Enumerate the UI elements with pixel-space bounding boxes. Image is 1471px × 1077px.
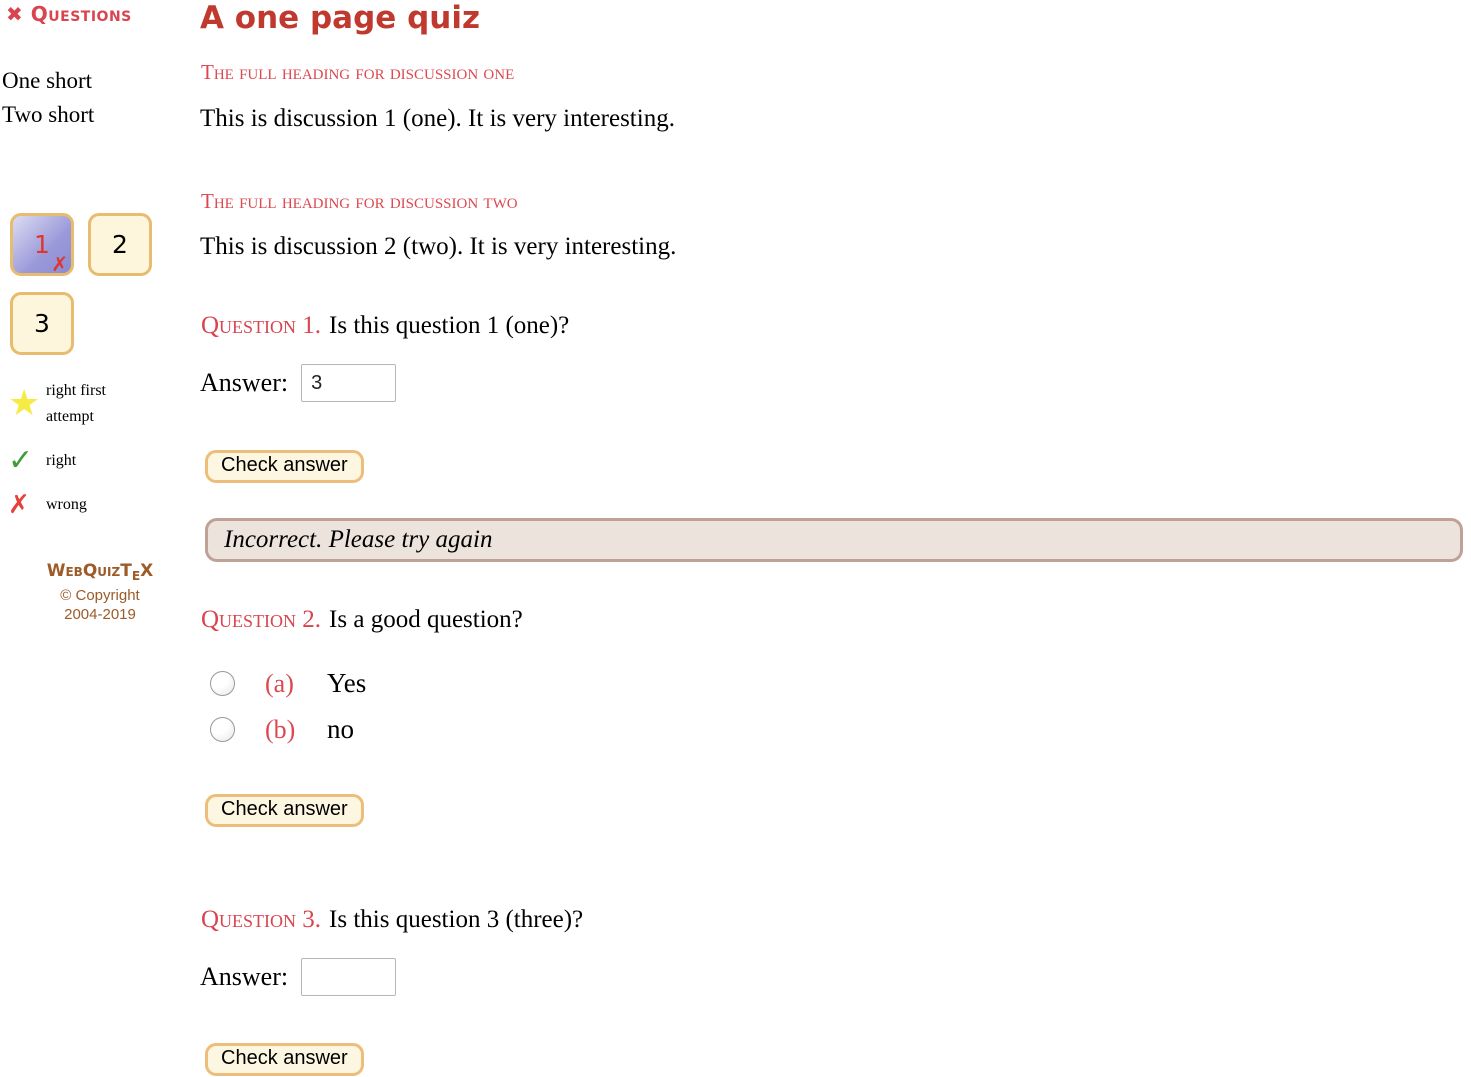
quiz-main-content <box>200 0 1471 1077</box>
quiz-nav-links <box>2 64 94 132</box>
question-button-grid <box>10 213 152 355</box>
logo-tex-e: E <box>131 568 141 583</box>
question-3-answer-input[interactable] <box>301 958 396 996</box>
close-cross-icon: ✖ <box>6 2 23 26</box>
discussion-two-heading: The full heading for discussion two <box>201 189 518 213</box>
legend-label-right-first: right first attempt <box>46 382 106 425</box>
question-1-answer-label: Answer: <box>200 368 289 397</box>
question-2-option-a <box>210 668 366 699</box>
sidebar-link-two-short[interactable]: Two short <box>2 102 95 127</box>
logo-web: Web <box>46 561 83 581</box>
legend-label-right: right <box>46 452 77 469</box>
discussion-one-heading: The full heading for discussion one <box>201 60 515 84</box>
question-3-text: Is this question 3 (three)? <box>329 906 584 933</box>
legend-label-wrong: wrong <box>46 496 87 513</box>
legend-row-wrong <box>8 492 146 518</box>
question-button-3[interactable] <box>10 292 74 355</box>
logo-tex-x: X <box>140 561 154 581</box>
question-2-option-a-radio[interactable] <box>210 671 235 696</box>
copyright-line: © Copyright <box>60 586 140 604</box>
question-1-check-answer-button[interactable]: Check answer <box>205 450 364 483</box>
discussion-one-text: This is discussion 1 (one). It is very interesting. <box>200 105 675 132</box>
question-3-answer-row <box>200 958 396 996</box>
question-2-option-b-radio[interactable] <box>210 717 235 742</box>
question-2-text: Is a good question? <box>329 606 523 633</box>
wrong-cross-icon: ✗ <box>51 252 68 276</box>
check-icon: ✓ <box>8 443 34 478</box>
logo-quiz: Quiz <box>82 561 121 581</box>
legend-row-right <box>8 443 146 478</box>
question-1-text: Is this question 1 (one)? <box>329 312 570 339</box>
question-3-label: Question 3. <box>201 906 322 933</box>
question-2-option-a-label: Yes <box>327 668 367 698</box>
page-title: A one page quiz <box>200 0 481 36</box>
score-legend <box>8 378 146 534</box>
question-1-line <box>201 312 569 340</box>
webquiz-logo <box>15 562 185 586</box>
question-2-check-answer-button[interactable]: Check answer <box>205 794 364 827</box>
questions-panel-toggle[interactable] <box>6 2 132 26</box>
question-1-answer-input[interactable] <box>301 364 396 402</box>
question-button-2[interactable] <box>88 213 152 276</box>
question-2-option-a-key: (a) <box>265 668 294 698</box>
question-button-3-number: 3 <box>34 309 50 338</box>
logo-tex-t: T <box>120 561 132 581</box>
question-1-label: Question 1. <box>201 312 322 339</box>
question-3-line <box>201 906 583 934</box>
question-1-answer-row <box>200 364 396 402</box>
question-3-answer-label: Answer: <box>200 962 289 991</box>
question-button-2-number: 2 <box>112 230 128 259</box>
questions-panel-title: Questions <box>30 2 132 26</box>
question-2-option-b-key: (b) <box>265 714 296 744</box>
sidebar-link-one-short[interactable]: One short <box>2 68 93 93</box>
question-2-line <box>201 606 523 634</box>
question-2-label: Question 2. <box>201 606 322 633</box>
question-1-feedback-banner: Incorrect. Please try again <box>205 518 1463 562</box>
legend-row-right-first <box>8 378 146 430</box>
discussion-two-text: This is discussion 2 (two). It is very interesting. <box>200 233 677 260</box>
star-icon: ★ <box>8 383 41 424</box>
cross-icon: ✗ <box>8 490 30 520</box>
question-2-option-b <box>210 714 354 745</box>
question-button-1[interactable] <box>10 213 74 276</box>
question-button-1-number: 1 <box>34 230 50 259</box>
question-2-option-b-label: no <box>327 714 354 744</box>
copyright-years: 2004-2019 <box>64 605 136 623</box>
question-3-check-answer-button[interactable]: Check answer <box>205 1043 364 1076</box>
webquiz-footer <box>15 562 185 624</box>
